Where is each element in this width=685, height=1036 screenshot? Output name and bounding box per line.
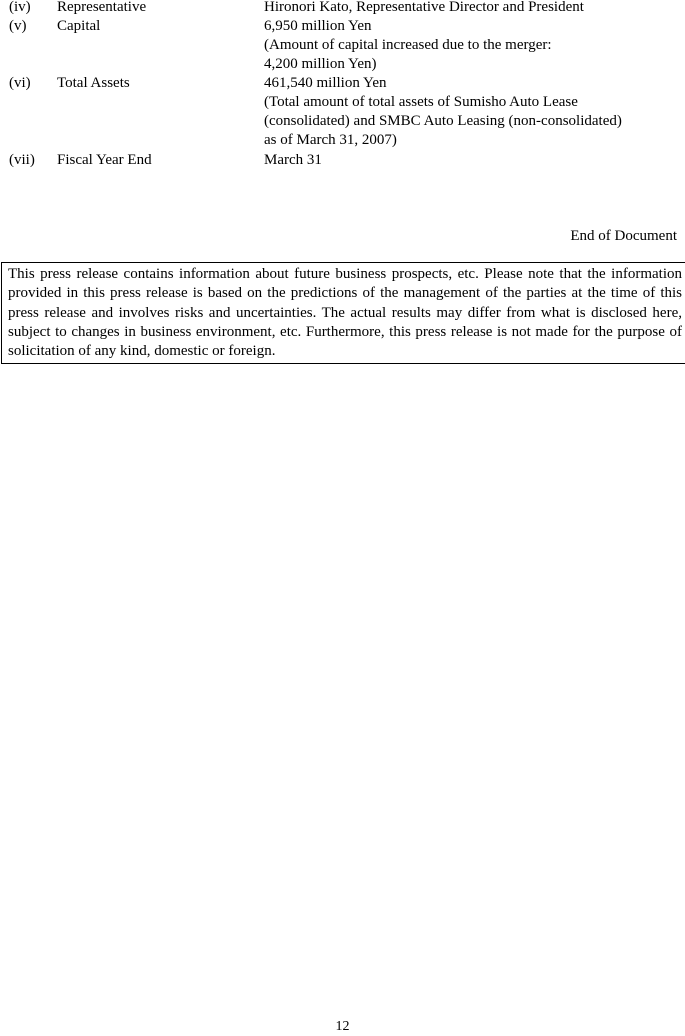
item-label: Capital xyxy=(57,18,101,34)
item-label: Fiscal Year End xyxy=(57,152,152,168)
item-value xyxy=(264,17,552,74)
value-line: Hironori Kato, Representative Director and President xyxy=(264,0,584,15)
disclaimer-box: This press release contains information about future business prospects, etc. Please note that the information provided in this press release is based on the predictions of the management of the parties at the time of this press release and involves risks and uncertainties. The actual results may differ from what is disclosed here, subject to changes in business environment, etc. Furthermore, this press release is not made for the purpose of solicitation of any kind, domestic or foreign. xyxy=(1,262,685,364)
item-label: Representative xyxy=(57,0,147,15)
item-value xyxy=(264,151,322,170)
end-of-document: End of Document xyxy=(570,228,677,244)
page-number: 12 xyxy=(335,1019,350,1034)
item-value xyxy=(264,0,584,17)
value-line: (consolidated) and SMBC Auto Leasing (non-consolidated) xyxy=(264,113,622,129)
value-line: March 31 xyxy=(264,152,322,168)
value-line: (Total amount of total assets of Sumisho Auto Lease xyxy=(264,94,578,110)
item-number: (vi) xyxy=(9,75,31,91)
item-number: (vii) xyxy=(9,152,35,168)
item-number: (iv) xyxy=(9,0,31,15)
item-number: (v) xyxy=(9,18,27,34)
value-line: as of March 31, 2007) xyxy=(264,132,397,148)
value-line: 6,950 million Yen xyxy=(264,18,372,34)
item-label: Total Assets xyxy=(57,75,130,91)
value-line: (Amount of capital increased due to the merger: xyxy=(264,37,552,53)
item-value xyxy=(264,74,622,150)
value-line: 461,540 million Yen xyxy=(264,75,387,91)
value-line: 4,200 million Yen) xyxy=(264,56,377,72)
